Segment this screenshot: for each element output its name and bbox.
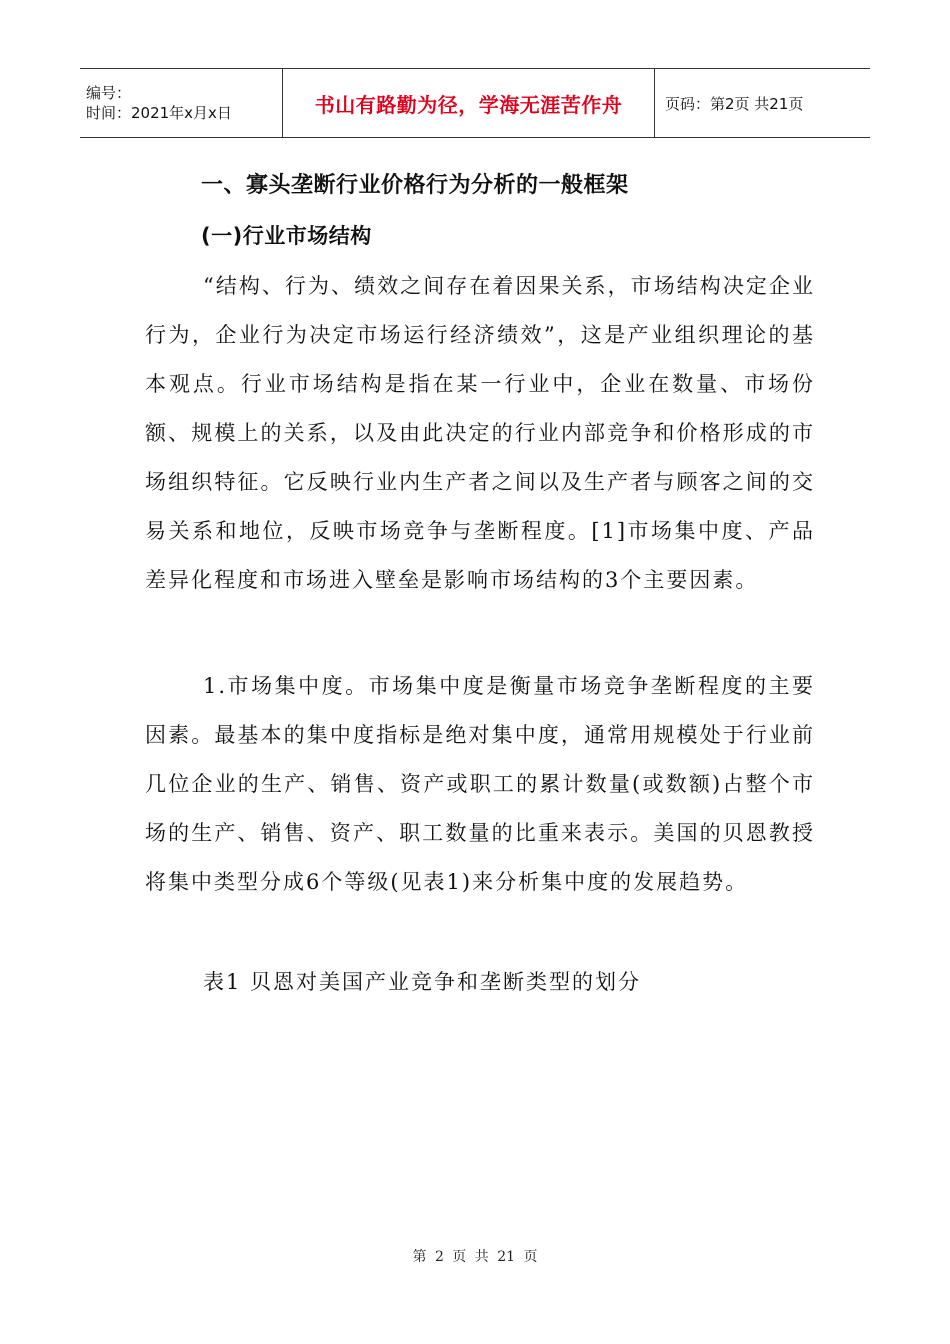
header-motto: 书山有路勤为径，学海无涯苦作舟 (314, 92, 623, 117)
header-page-code: 页码：第2页 共21页 (665, 94, 804, 113)
document-date: 时间：2021年x月x日 (86, 104, 232, 122)
subsection-heading: (一)行业市场结构 (201, 224, 372, 248)
table-caption: 表1 贝恩对美国产业竞争和垄断类型的划分 (203, 970, 642, 994)
section-heading: 一、寡头垄断行业价格行为分析的一般框架 (201, 173, 629, 198)
header-meta (80, 69, 283, 137)
page-footer: 第 2 页 共 21 页 (412, 1249, 538, 1265)
body-paragraph-concentration: 1.市场集中度。市场集中度是衡量市场竞争垄断程度的主要因素。最基本的集中度指标是绝对集中度，通常用规模处于行业前几位企业的生产、销售、资产或职工的累计数量(或数额)占整个市场的生产、销售、资产、职工数量的比重来表示。美国的贝恩教授将集中类型分成6个等级(见表1)来分析集中度的发展趋势。 (145, 674, 815, 894)
document-number-label: 编号： (86, 84, 132, 102)
header-page-code-cell (655, 69, 870, 137)
header-motto-cell (283, 69, 655, 137)
body-paragraph-market-structure: “结构、行为、绩效之间存在着因果关系，市场结构决定企业行为，企业行为决定市场运行经济绩效”，这是产业组织理论的基本观点。行业市场结构是指在某一行业中，企业在数量、市场份额、规模上的关系，以及由此决定的行业内部竞争和价格形成的市场组织特征。它反映行业内生产者之间以及生产者与顾客之间的交易关系和地位，反映市场竞争与垄断程度。[1]市场集中度、产品差异化程度和市场进入壁垒是影响市场结构的3个主要因素。 (145, 274, 815, 592)
document-header (80, 68, 870, 138)
